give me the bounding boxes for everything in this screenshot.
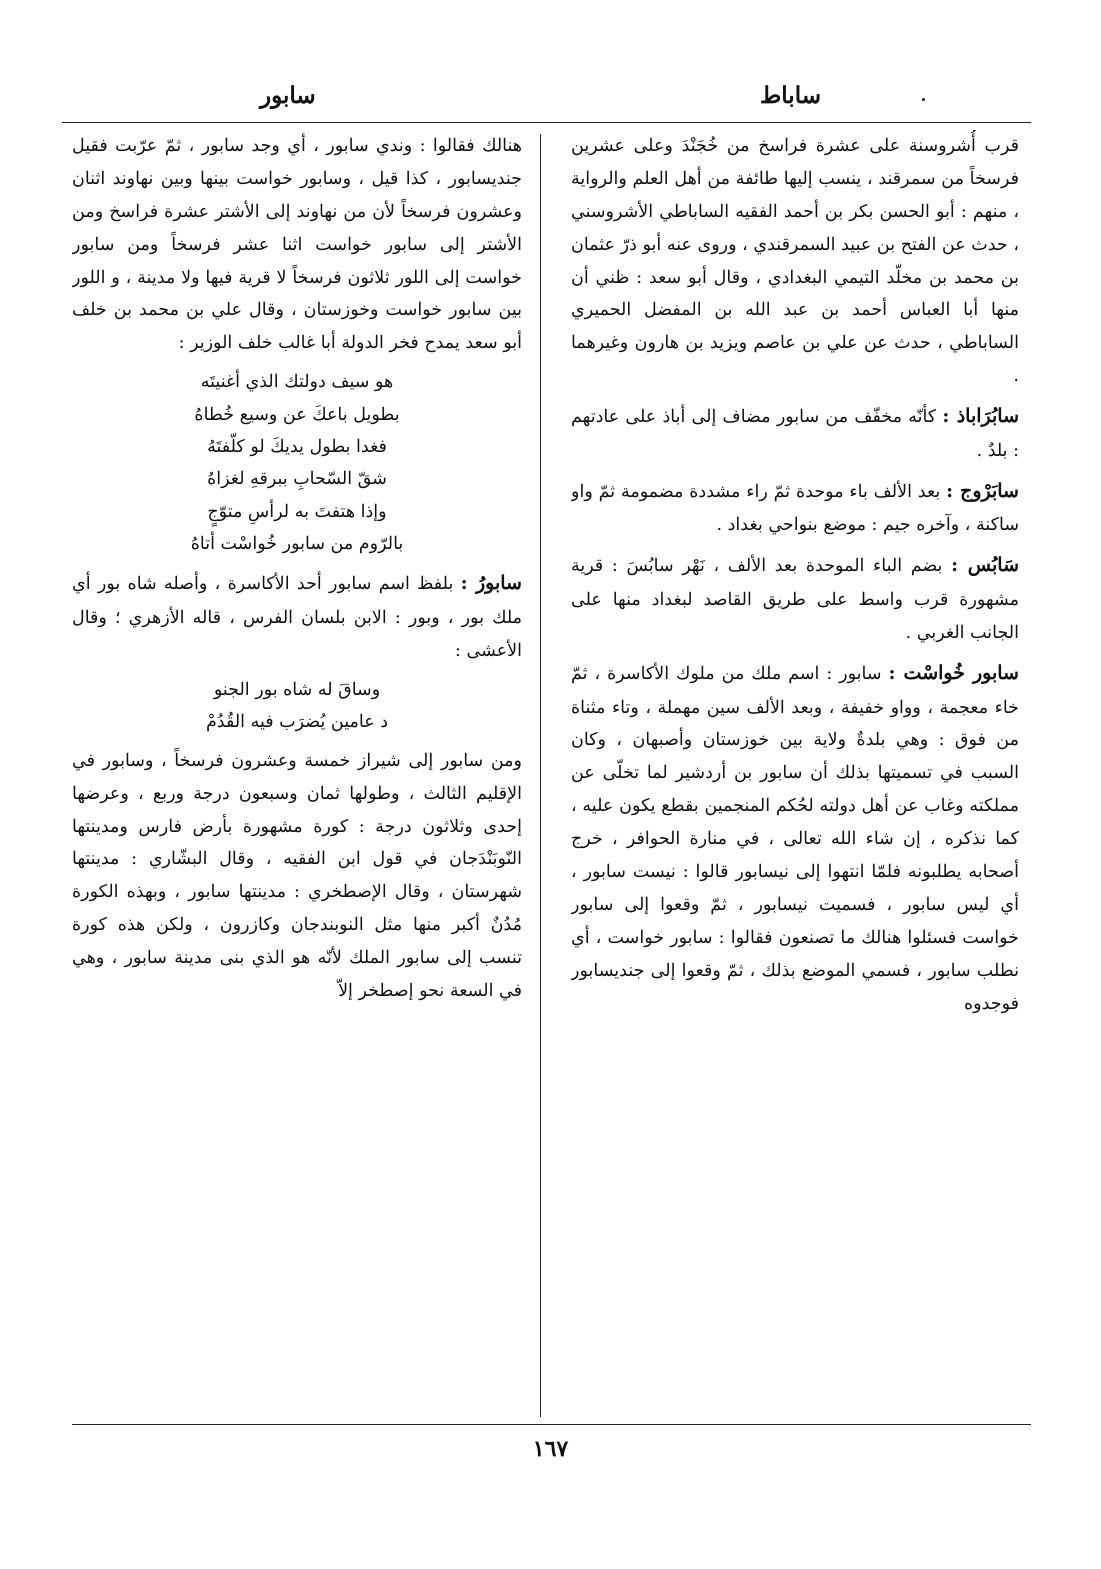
poem-verse-block (72, 674, 522, 739)
entry-sabur-abad (571, 399, 1019, 468)
entry-text: كأنّه مخفّف من سابور مضاف إلى أباذ على عادتهم : بلدٌ . (571, 407, 1019, 461)
paragraph: قرب أُشروسنة على عشرة فراسخ من خُجَنْدَ وعلى عشرين فرسخاً من سمرقند ، ينسب إليها طائفة من أهل العلم والرواية ، منهم : أبو الحسن بكر بن أحمد الفقيه الساباطي الأشروسني ، حدث عن الفتح بن عبيد السمرقندي ، وروى عنه أبو ذرّ عثمان بن محمد بن مخلّد التيمي البغدادي ، وقال أبو سعد : ظني أن منها أبا العباس أحمد بن عبد الله بن المفضل الحميري الساباطي ، حدث عن علي بن عاصم ويزيد بن هارون وغيرهما . (571, 136, 1019, 387)
entry-text: سابور : اسم ملك من ملوك الأكاسرة ، ثمّ خاء معجمة ، وواو خفيفة ، وبعد الألف سين مهملة ، وتاء مثناة من فوق : وهي بلدةٌ ولاية بين خوزستان وأصبهان ، وكان السبب في تسميتها بذلك أن سابور بن أردشير لما تخلّى عن مملكته وغاب عن أهل دولته لحُكم المنجمين بقطع يكون عليه ، كما نذكره ، إن شاء الله تعالى ، في منارة الحوافر ، خرج أصحابه يطلبونه فلمّا انتهوا إلى نيسابور قالوا : نيست سابور ، أي ليس سابور ، فسميت نيسابور ، ثمّ وقعوا إلى سابور خواست فسئلوا هنالك ما تصنعون فقالوا : سابور خواست ، أي نطلب سابور ، فسمي الموضع بذلك ، ثمّ وقعوا إلى جنديسابور فوجدوه (571, 663, 1019, 1014)
entry-title: سابورُ : (460, 572, 522, 595)
entry-sabur-khwast (571, 656, 1019, 1021)
footer-rule (72, 1424, 1031, 1425)
header-right-title: ساباط (760, 81, 821, 109)
entry-text: بعد الألف باء موحدة ثمّ راء مشددة مضمومة ثمّ واو ساكنة ، وآخره جيم : موضع بنواحي بغداد . (571, 481, 1019, 536)
entry-sabarwaj (571, 474, 1019, 543)
verse-line: بطويل باعكَ عن وسيع خُطاهُ (194, 404, 400, 425)
verse-line: شقّ السّحابِ ببرقهِ لغزاهُ (207, 469, 387, 490)
entry-title: سابُرَاباذ : (942, 405, 1019, 428)
entry-title: سابَرْوج : (946, 479, 1019, 502)
entry-sabus (571, 548, 1019, 650)
entry-title: سابور خُواسْت : (888, 661, 1019, 684)
right-column (571, 130, 1019, 1420)
entry-title: سَابُس : (951, 554, 1019, 577)
entry-text: بضم الباء الموحدة بعد الألف ، نَهْر سابُسَ : قرية مشهورة قرب واسط على طريق القاصد لبغداد منها على الجانب الغربي . (571, 556, 1019, 643)
paragraph: هنالك فقالوا : وندي سابور ، أي وجد سابور ، ثمّ عرّبت فقيل جنديسابور ، كذا قيل ، وسابور خواست بينها وبين نهاوند اثنان وعشرون فرسخاً لأن من نهاوند إلى الأشتر عشرة فراسخ ومن الأشتر إلى سابور خواست اثنا عشر فرسخاً ومن سابور خواست إلى اللور ثلاثون فرسخاً لا قرية فيها ولا مدينة ، و اللور بين سابور خواست وخوزستان ، وقال علي بن محمد بن خلف أبو سعد يمدح فخر الدولة أبا غالب خلف الوزير : (72, 136, 522, 354)
running-header (80, 70, 1021, 120)
verse-line: وساقَ له شاه بور الجنو (213, 679, 381, 700)
column-divider (540, 134, 541, 1417)
header-left-title: سابور (260, 81, 316, 109)
verse-line: د عامين يُضرَب فيه القُدُمْ (205, 712, 389, 733)
verse-line: فغدا بطول يديكَ لو كلّفتَهُ (207, 436, 387, 457)
header-rule (62, 122, 1031, 123)
page-number: ١٦٧ (532, 1436, 569, 1462)
verse-line: هو سيف دولتك الذي أغنيتَه (200, 372, 394, 393)
verse-line: بالرّوم من سابور خُواسْت أتاهُ (190, 534, 404, 555)
entry-text: بلفظ اسم سابور أحد الأكاسرة ، وأصله شاه بور أي ملك بور ، وبور : الابن بلسان الفرس ، قاله الأزهري ؛ وقال الأعشى : (72, 574, 522, 662)
verse-line: وإذا هتفتَ به لرأسِ متوّجٍ (207, 501, 387, 522)
entry-sabur (72, 566, 522, 668)
left-column (72, 130, 522, 1420)
paragraph: ومن سابور إلى شيراز خمسة وعشرون فرسخاً ، وسابور في الإقليم الثالث ، وطولها ثمان وسبعون درجة وربع ، وعرضها إحدى وثلاثون درجة : كورة مشهورة بأرض فارس ومدينتها النّوبَنْدَجان في قول ابن الفقيه ، وقال البشّاري : مدينتها شهرستان ، وقال الإصطخري : مدينتها سابور ، وبهذه الكورة مُدُنٌ أكبر منها مثل النوبندجان وكازرون ، ولكن هذه كورة تنسب إلى سابور الملك لأنّه هو الذي بنى مدينة سابور ، وهي في السعة نحو إصطخر إلاّ (72, 750, 522, 1001)
poem-verse-block (72, 366, 522, 560)
